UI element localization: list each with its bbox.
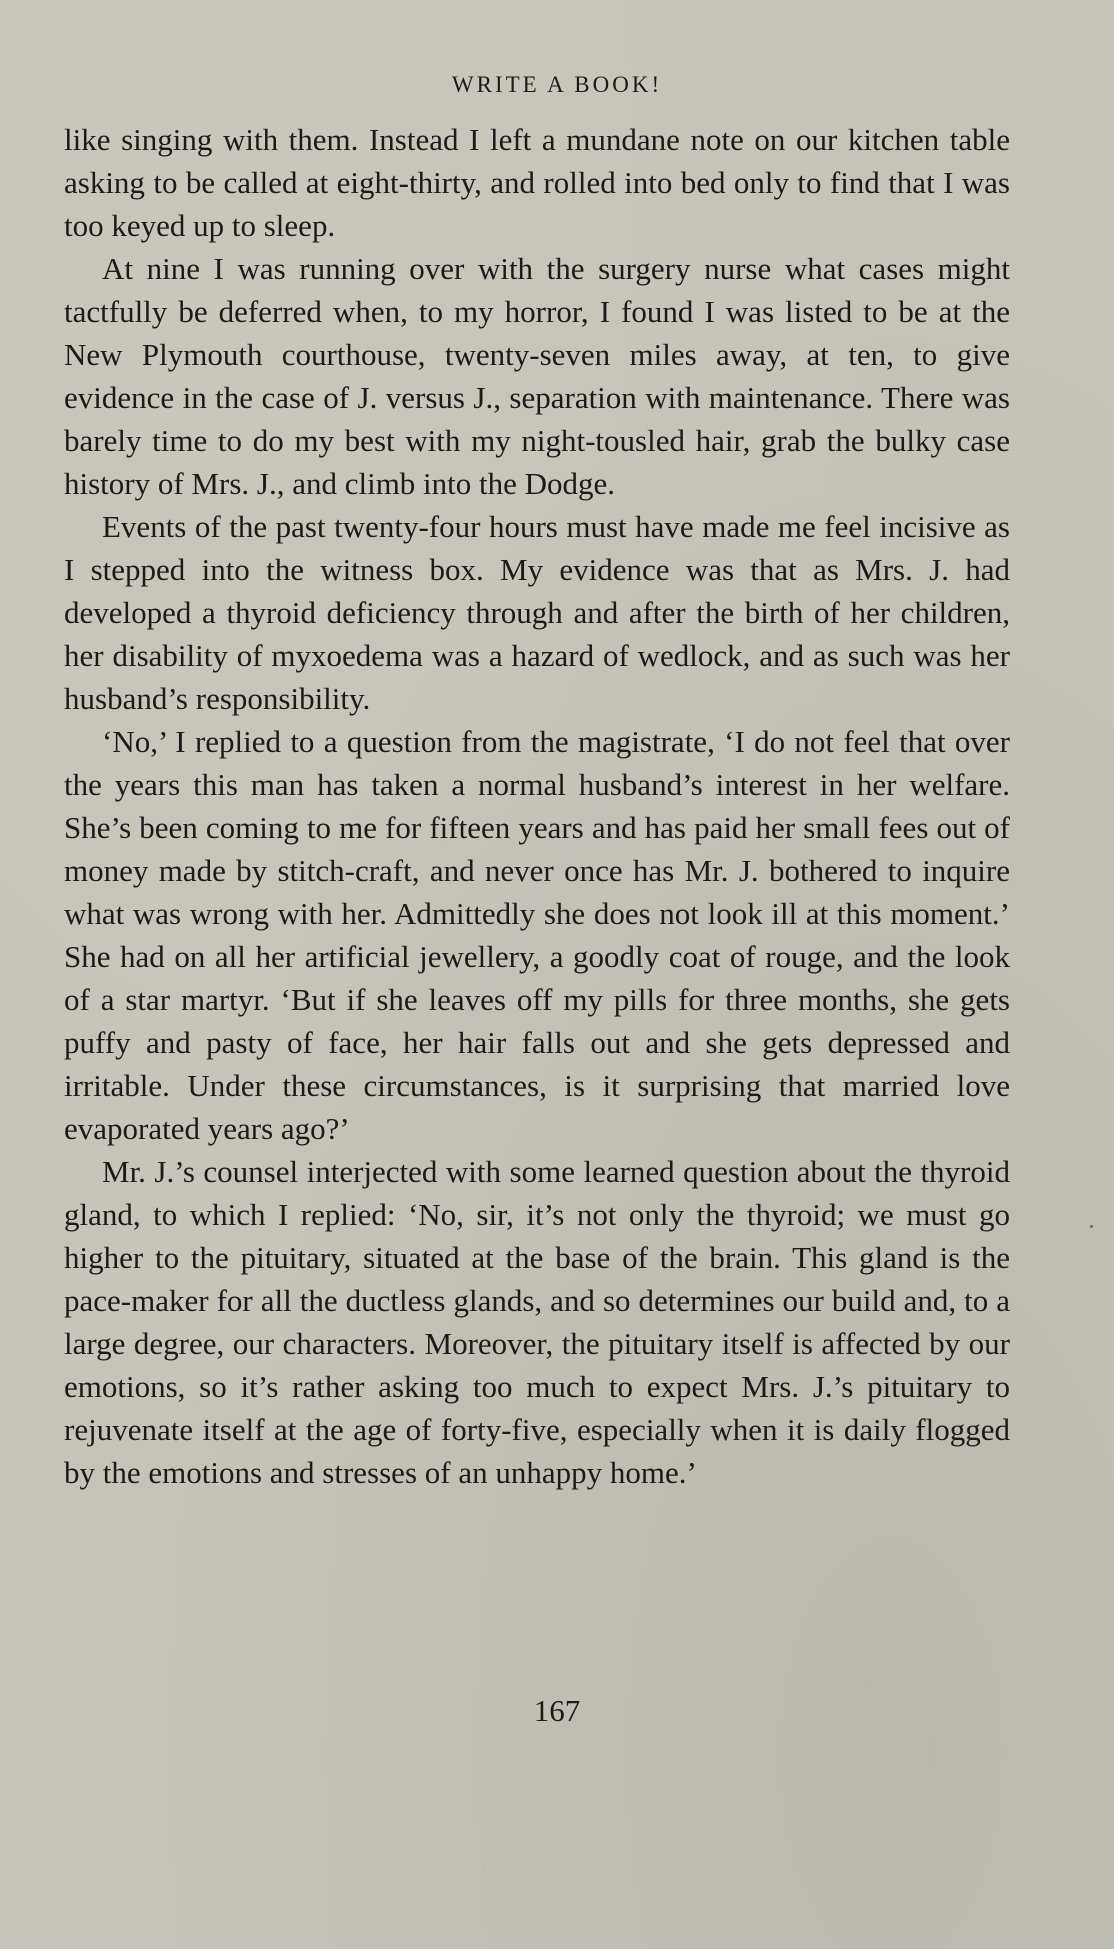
running-head: WRITE A BOOK! <box>451 72 663 97</box>
paragraph-courthouse: At nine I was running over with the surgery nurse what cases might tactfully be deferred when, to my horror, I found I was listed to be at the New Plymouth courthouse, twenty-seven miles away, at ten, to give evidence in the case of J. versus J., separation with maintenance. There was barely time to do my best with my night-tousled hair, grab the bulky case history of Mrs. J., and climb into the Dodge. <box>64 251 1010 501</box>
body-text <box>64 118 1010 1494</box>
paragraph-counsel-question: Mr. J.’s counsel interjected with some learned question about the thyroid gland, to which I replied: ‘No, sir, it’s not only the thyroid; we must go higher to the pituitary, situated at the base of the brain. This gland is the pace-maker for all the ductless glands, and so determines our build and, to a large degree, our characters. Moreover, the pituitary itself is affected by our emotions, so it’s rather asking too much to expect Mrs. J.’s pituitary to rejuvenate itself at the age of forty-five, especially when it is daily flogged by the emotions and stresses of an unhappy home.’ <box>64 1154 1010 1490</box>
page-number: 167 <box>533 1693 581 1728</box>
paper-speck <box>1090 1225 1093 1228</box>
paragraph-magistrate-reply: ‘No,’ I replied to a question from the magistrate, ‘I do not feel that over the years this man has taken a normal husband’s interest in her welfare. She’s been coming to me for fifteen years and has paid her small fees out of money made by stitch-craft, and never once has Mr. J. bothered to inquire what was wrong with her. Admittedly she does not look ill at this moment.’ She had on all her artificial jewellery, a goodly coat of rouge, and the look of a star martyr. ‘But if she leaves off my pills for three months, she gets puffy and pasty of face, her hair falls out and she gets depressed and irritable. Under these circumstances, is it surprising that married love evaporated years ago?’ <box>64 724 1010 1146</box>
paragraph-continuation: like singing with them. Instead I left a mundane note on our kitchen table asking to be called at eight-thirty, and rolled into bed only to find that I was too keyed up to sleep. <box>64 122 1010 243</box>
paragraph-witness-box: Events of the past twenty-four hours must have made me feel incisive as I stepped into the witness box. My evidence was that as Mrs. J. had developed a thyroid deficiency through and after the birth of her children, her disability of myxoedema was a hazard of wedlock, and as such was her husband’s responsibility. <box>64 509 1010 716</box>
